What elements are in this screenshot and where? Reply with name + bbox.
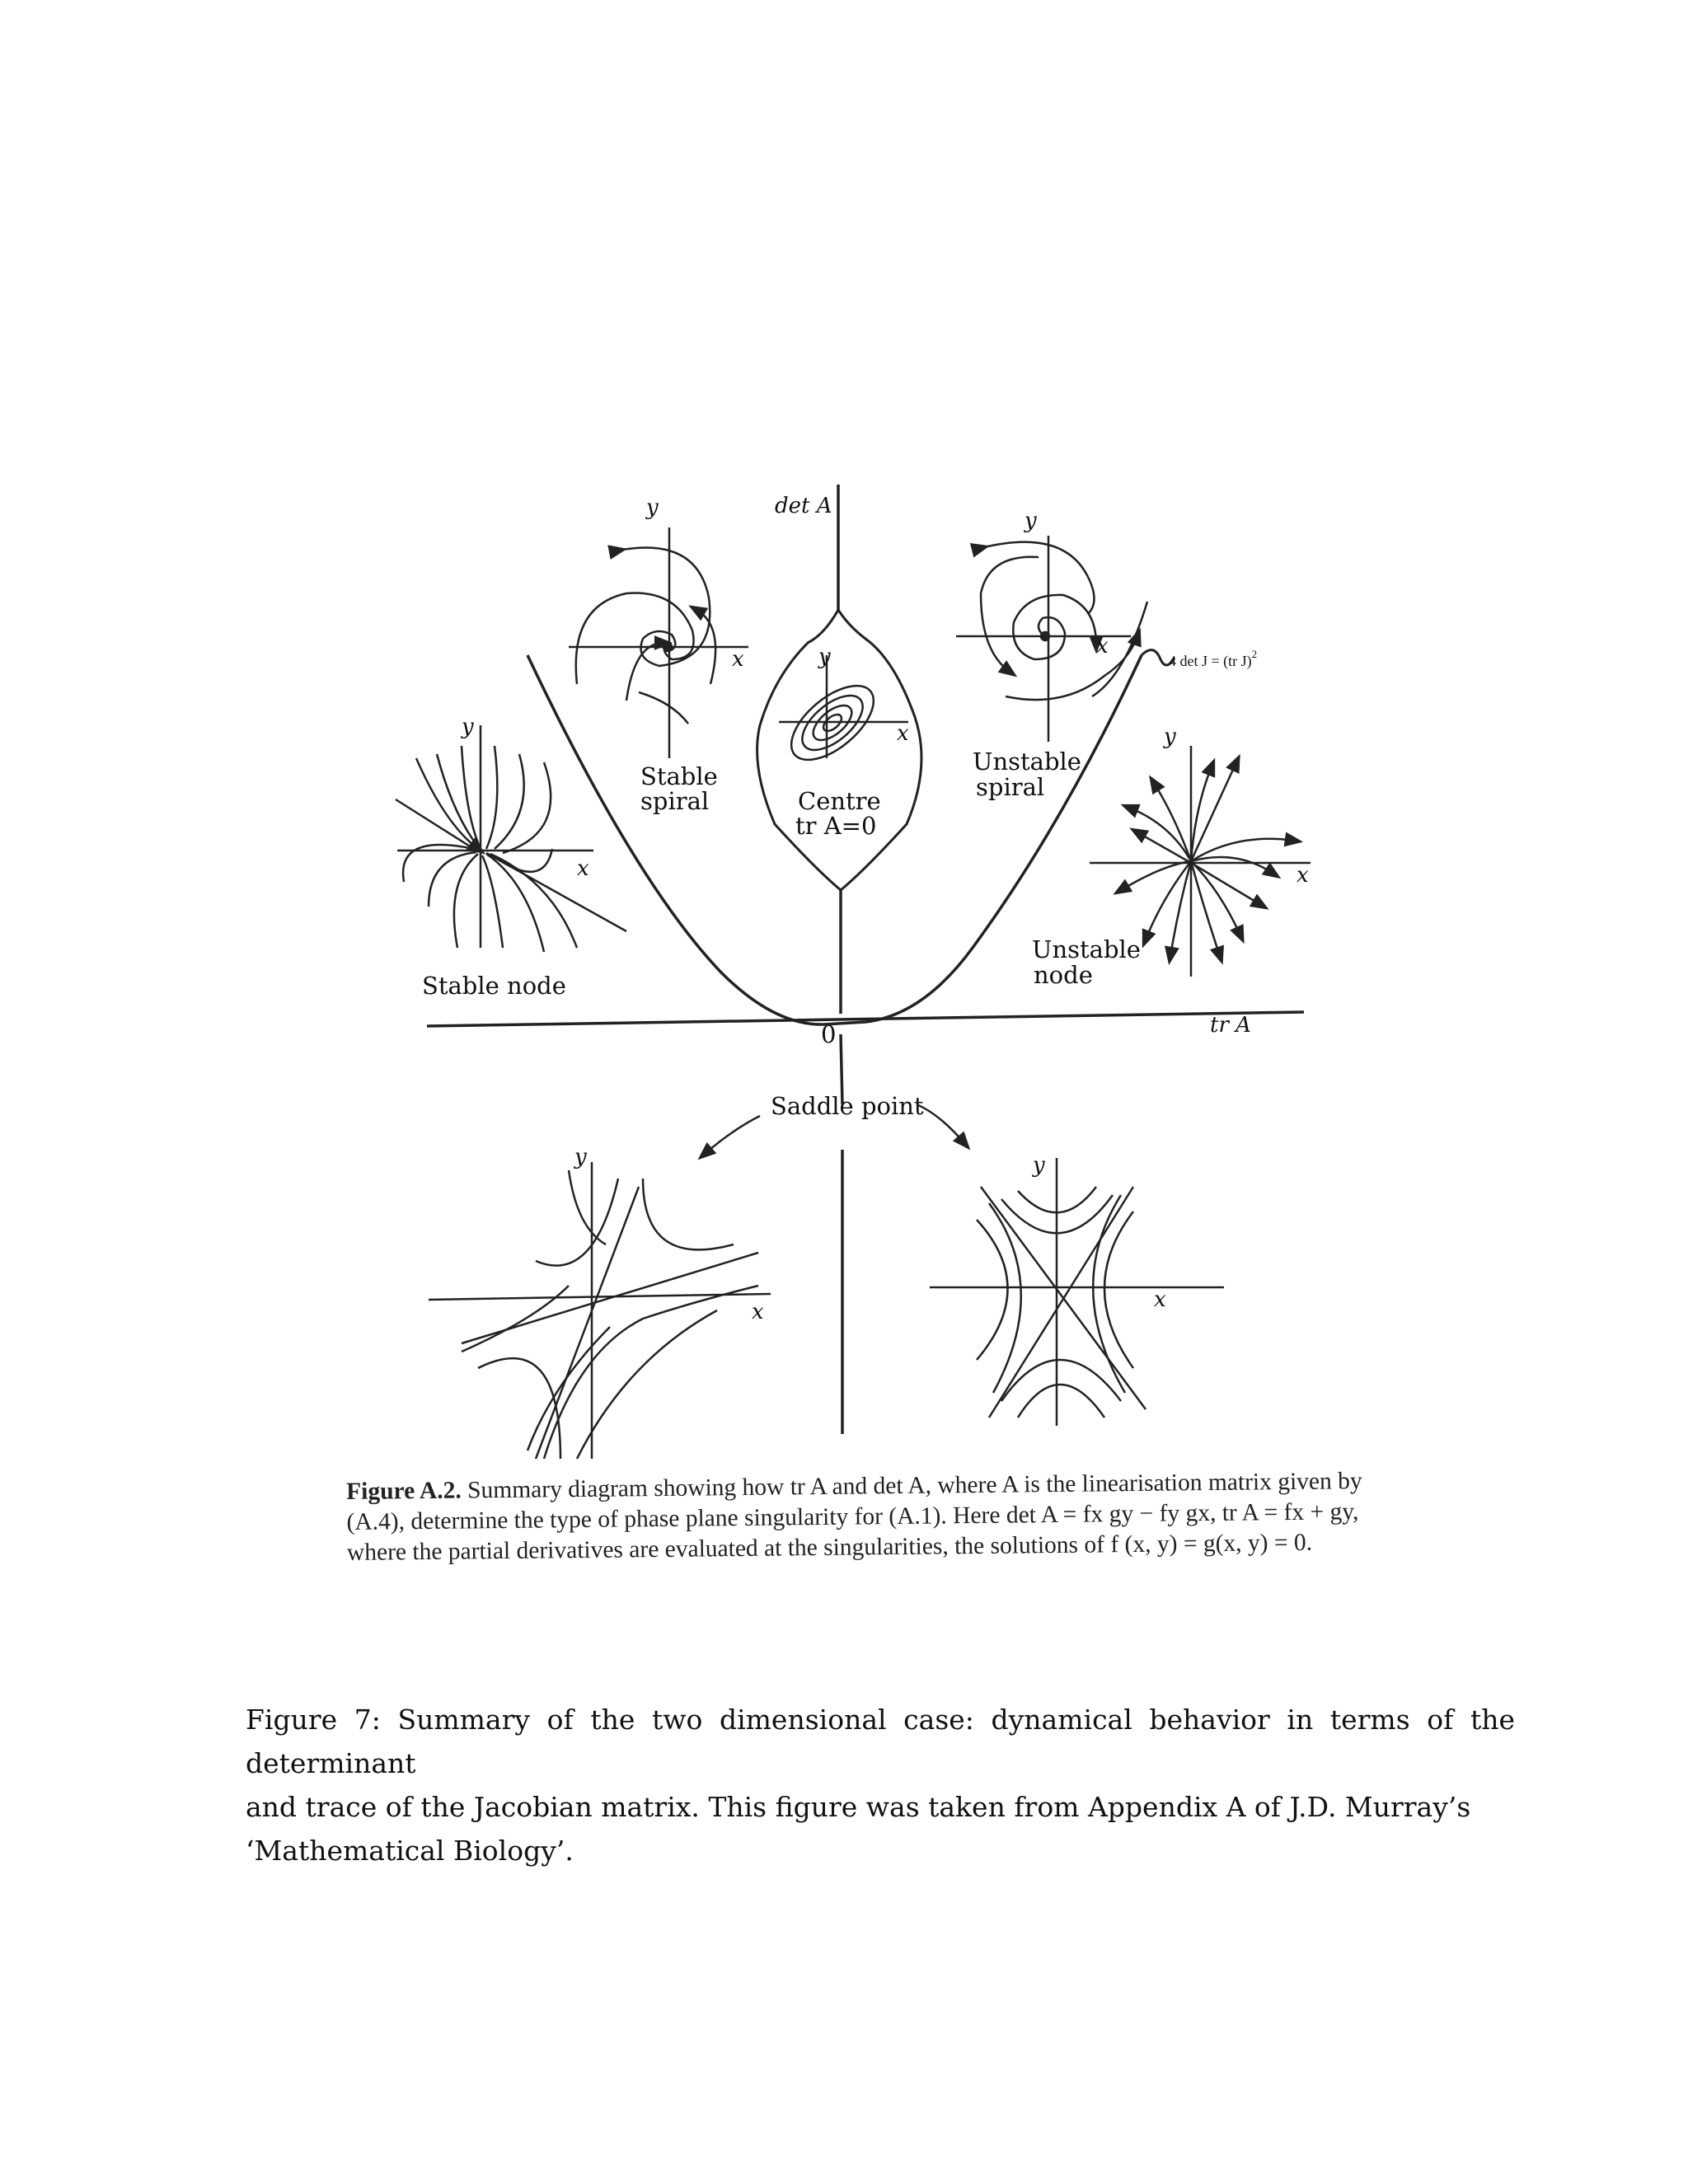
saddle-trajectory <box>1104 1212 1133 1368</box>
spiral-trajectory <box>576 593 694 684</box>
node-trajectory <box>503 762 551 853</box>
unstable-spiral-focus <box>1041 632 1049 640</box>
unstable-spiral-phase-portrait <box>956 536 1147 742</box>
node-trajectory <box>454 854 478 948</box>
unstable-spiral-label-line2: spiral <box>976 773 1045 801</box>
node-trajectory <box>429 852 476 907</box>
unstable-spiral-label: Unstable <box>973 748 1081 776</box>
centre-x-label: x <box>897 721 909 746</box>
spiral-trajectory <box>981 542 1095 614</box>
unstable-spiral-y-label: y <box>1025 509 1037 533</box>
caption-a2-figure-label: Figure A.2. <box>346 1477 462 1505</box>
unstable-node-x-label: x <box>1296 863 1309 888</box>
unstable-spiral-x-label: x <box>1096 634 1109 658</box>
saddle-point-label: Saddle point <box>771 1092 924 1120</box>
node-trajectory <box>1195 865 1261 905</box>
main-axes <box>427 485 1304 1434</box>
stable-spiral-label: Stable <box>640 762 718 790</box>
saddle-trajectory <box>577 1310 717 1459</box>
node-trajectory <box>1191 861 1220 956</box>
figure-7-caption <box>246 1698 1515 1872</box>
unstable-node-label: Unstable <box>1032 935 1141 963</box>
stable-node-y-label: y <box>462 715 474 739</box>
spiral-trajectory <box>1006 636 1137 700</box>
stable-spiral-label-line2: spiral <box>640 787 710 815</box>
saddle-trajectory <box>536 1179 618 1266</box>
spiral-trajectory <box>1013 595 1096 659</box>
stable-node-label: Stable node <box>422 972 566 1000</box>
node-trajectory <box>1154 783 1191 861</box>
saddle-trajectory <box>643 1179 734 1249</box>
caption-a2-line1: Summary diagram showing how tr A and det A, where A is the linearisation matrix given by <box>461 1468 1362 1504</box>
saddle-right-phase-portrait <box>930 1158 1224 1426</box>
centre-label: Centre <box>798 787 881 815</box>
node-trajectory <box>1129 808 1191 861</box>
caption-a2-line2: (A.4), determine the type of phase plane singularity for (A.1). Here det A = fx gy − fy gx, tr A = fx + gy, <box>346 1498 1359 1535</box>
saddle-left-phase-portrait <box>429 1162 771 1459</box>
caption-fig7-line2: and trace of the Jacobian matrix. This figure was taken from Appendix A of J.D. Murray’s <box>246 1791 1471 1823</box>
saddle-right-y-label: y <box>1033 1153 1045 1178</box>
saddle-trajectory <box>989 1203 1021 1393</box>
saddle-trajectory <box>544 1286 758 1459</box>
caption-a2-line3: where the partial derivatives are evaluated at the singularities, the solutions of f (x, y) = g(x, y) = 0. <box>346 1529 1313 1566</box>
spiral-trajectory <box>626 643 663 701</box>
caption-fig7-line1: Figure 7: Summary of the two dimensional case: dynamical behavior in terms of the determinant <box>246 1704 1515 1779</box>
saddle-trajectory <box>528 1327 610 1451</box>
stable-spiral-focus <box>663 643 672 651</box>
stable-node-x-label: x <box>577 856 589 881</box>
saddle-right-x-label: x <box>1154 1287 1166 1312</box>
unstable-node-y-label: y <box>1164 724 1176 749</box>
saddle-arrow-left <box>705 1116 760 1154</box>
figure-a2-caption <box>346 1465 1410 1568</box>
saddle-left-y-label: y <box>574 1145 587 1169</box>
tr-axis-label: tr A <box>1210 1013 1251 1038</box>
saddle-trajectory <box>1018 1385 1104 1418</box>
centre-condition-label: tr A=0 <box>795 812 877 840</box>
saddle-trajectory <box>977 1220 1008 1360</box>
node-trajectory <box>1191 766 1212 861</box>
node-trajectory <box>437 754 480 849</box>
spiral-trajectory <box>639 692 688 724</box>
centre-region-boundary <box>757 610 921 890</box>
saddle-arrow-right <box>917 1104 964 1143</box>
stable-spiral-x-label: x <box>732 647 744 672</box>
saddle-left-x-label: x <box>752 1300 764 1324</box>
node-trajectory <box>462 746 481 849</box>
spiral-trajectory <box>981 557 1039 672</box>
centre-y-label: y <box>818 644 831 669</box>
stable-spiral-phase-portrait <box>569 527 748 758</box>
node-trajectory <box>482 855 503 948</box>
saddle-separatrix <box>989 1187 1133 1418</box>
det-axis-label: det A <box>775 494 832 518</box>
node-trajectory <box>495 754 524 849</box>
centre-phase-portrait <box>779 655 908 774</box>
saddle-trajectory <box>462 1286 569 1352</box>
parabola-label: 4 det J = (tr J)$^2$ <box>1169 648 1258 669</box>
node-trajectory <box>396 799 474 849</box>
caption-fig7-line3: ‘Mathematical Biology’. <box>246 1835 574 1867</box>
tr-axis <box>427 1012 1304 1026</box>
node-trajectory <box>486 746 497 849</box>
origin-label: 0 <box>821 1020 837 1048</box>
saddle-trajectory <box>1001 1360 1121 1401</box>
unstable-node-label-line2: node <box>1034 961 1093 989</box>
node-trajectory <box>1191 861 1240 935</box>
stable-node-phase-portrait <box>396 725 626 952</box>
stable-spiral-y-label: y <box>646 495 659 520</box>
